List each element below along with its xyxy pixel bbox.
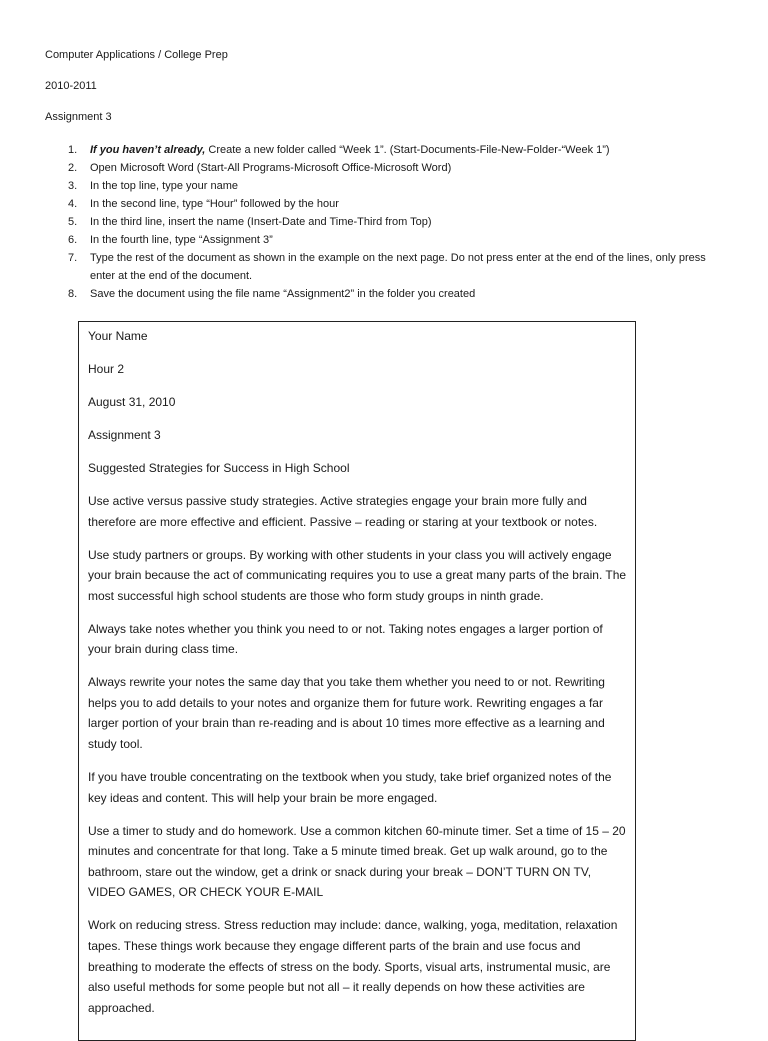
instruction-list <box>45 141 725 303</box>
instruction-number: 7. <box>68 252 78 264</box>
instruction-number: 1. <box>68 144 78 156</box>
instruction-item <box>45 231 725 249</box>
example-date: August 31, 2010 <box>88 394 176 409</box>
example-document-box <box>78 321 636 1041</box>
instruction-number: 2. <box>68 162 78 174</box>
example-assignment: Assignment 3 <box>88 427 161 442</box>
instruction-item <box>45 177 725 195</box>
example-hour: Hour 2 <box>88 361 125 376</box>
example-name: Your Name <box>88 329 148 343</box>
instruction-item <box>45 285 725 303</box>
example-paragraph: Always take notes whether you think you need to or not. Taking notes engages a larger portion of your brain during class time. <box>88 621 603 657</box>
course-title: Computer Applications / College Prep <box>45 49 228 61</box>
instruction-text: In the third line, insert the name (Insert-Date and Time-Third from Top) <box>90 216 432 228</box>
instruction-emphasis: If you haven’t already, <box>90 144 206 156</box>
instruction-item <box>45 213 725 231</box>
instruction-number: 3. <box>68 180 78 192</box>
instruction-item <box>45 159 725 177</box>
example-paragraph: Use study partners or groups. By working with other students in your class you will actively engage your brain because the act of communicating requires you to use a great many parts of the brain. The most successful high school students are those who form study groups in ninth grade. <box>88 547 627 603</box>
example-paragraph: Work on reducing stress. Stress reduction may include: dance, walking, yoga, meditation, relaxation tapes. These things work because they engage different parts of the brain and use focus and breathing to moderate the effects of stress on the body. Sports, visual arts, instrumental music, are also useful methods for some people but not all – it really depends on how these activities are approached. <box>88 918 618 1015</box>
instruction-item <box>45 195 725 213</box>
instruction-text: In the top line, type your name <box>90 180 238 192</box>
school-year: 2010-2011 <box>45 80 97 92</box>
instruction-number: 8. <box>68 288 78 300</box>
instruction-text: In the fourth line, type “Assignment 3” <box>90 234 273 246</box>
example-title: Suggested Strategies for Success in High School <box>88 460 350 475</box>
instruction-item <box>45 249 725 285</box>
example-paragraph: Use active versus passive study strategies. Active strategies engage your brain more fully and therefore are more effective and efficient. Passive – reading or staring at your textbook or notes. <box>88 493 598 529</box>
instruction-item <box>45 141 725 159</box>
instruction-text: Open Microsoft Word (Start-All Programs-Microsoft Office-Microsoft Word) <box>90 162 452 174</box>
example-paragraph: If you have trouble concentrating on the textbook when you study, take brief organized notes of the key ideas and content. This will help your brain be more engaged. <box>88 770 612 805</box>
example-paragraph: Use a timer to study and do homework. Use a common kitchen 60-minute timer. Set a time of 15 – 20 minutes and concentrate for that long. Take a 5 minute timed break. Get up walk around, go to the bathroom, stare out the window, get a drink or snack during your break – DON’T TURN ON TV, VIDEO GAMES, OR CHECK YOUR E-MAIL <box>88 823 626 900</box>
instruction-number: 5. <box>68 216 78 228</box>
instruction-body: Create a new folder called “Week 1”. (Start-Documents-File-New-Folder-“Week 1”) <box>205 144 610 156</box>
instruction-text: Save the document using the file name “Assignment2” in the folder you created <box>90 288 476 300</box>
instruction-text <box>90 141 725 159</box>
instruction-text: In the second line, type “Hour” followed by the hour <box>90 198 339 210</box>
assignment-heading: Assignment 3 <box>45 111 112 123</box>
instruction-number: 4. <box>68 198 78 210</box>
example-paragraph: Always rewrite your notes the same day that you take them whether you need to or not. Rewriting helps you to add details to your notes and organize them for future work. Rewriting engages a far larger portion of your brain than re-reading and is about 10 times more effective as a learning and study tool. <box>88 675 605 752</box>
instruction-text: Type the rest of the document as shown in the example on the next page. Do not press enter at the end of the lines, only press enter at the end of the document. <box>90 252 706 282</box>
instruction-number: 6. <box>68 234 78 246</box>
